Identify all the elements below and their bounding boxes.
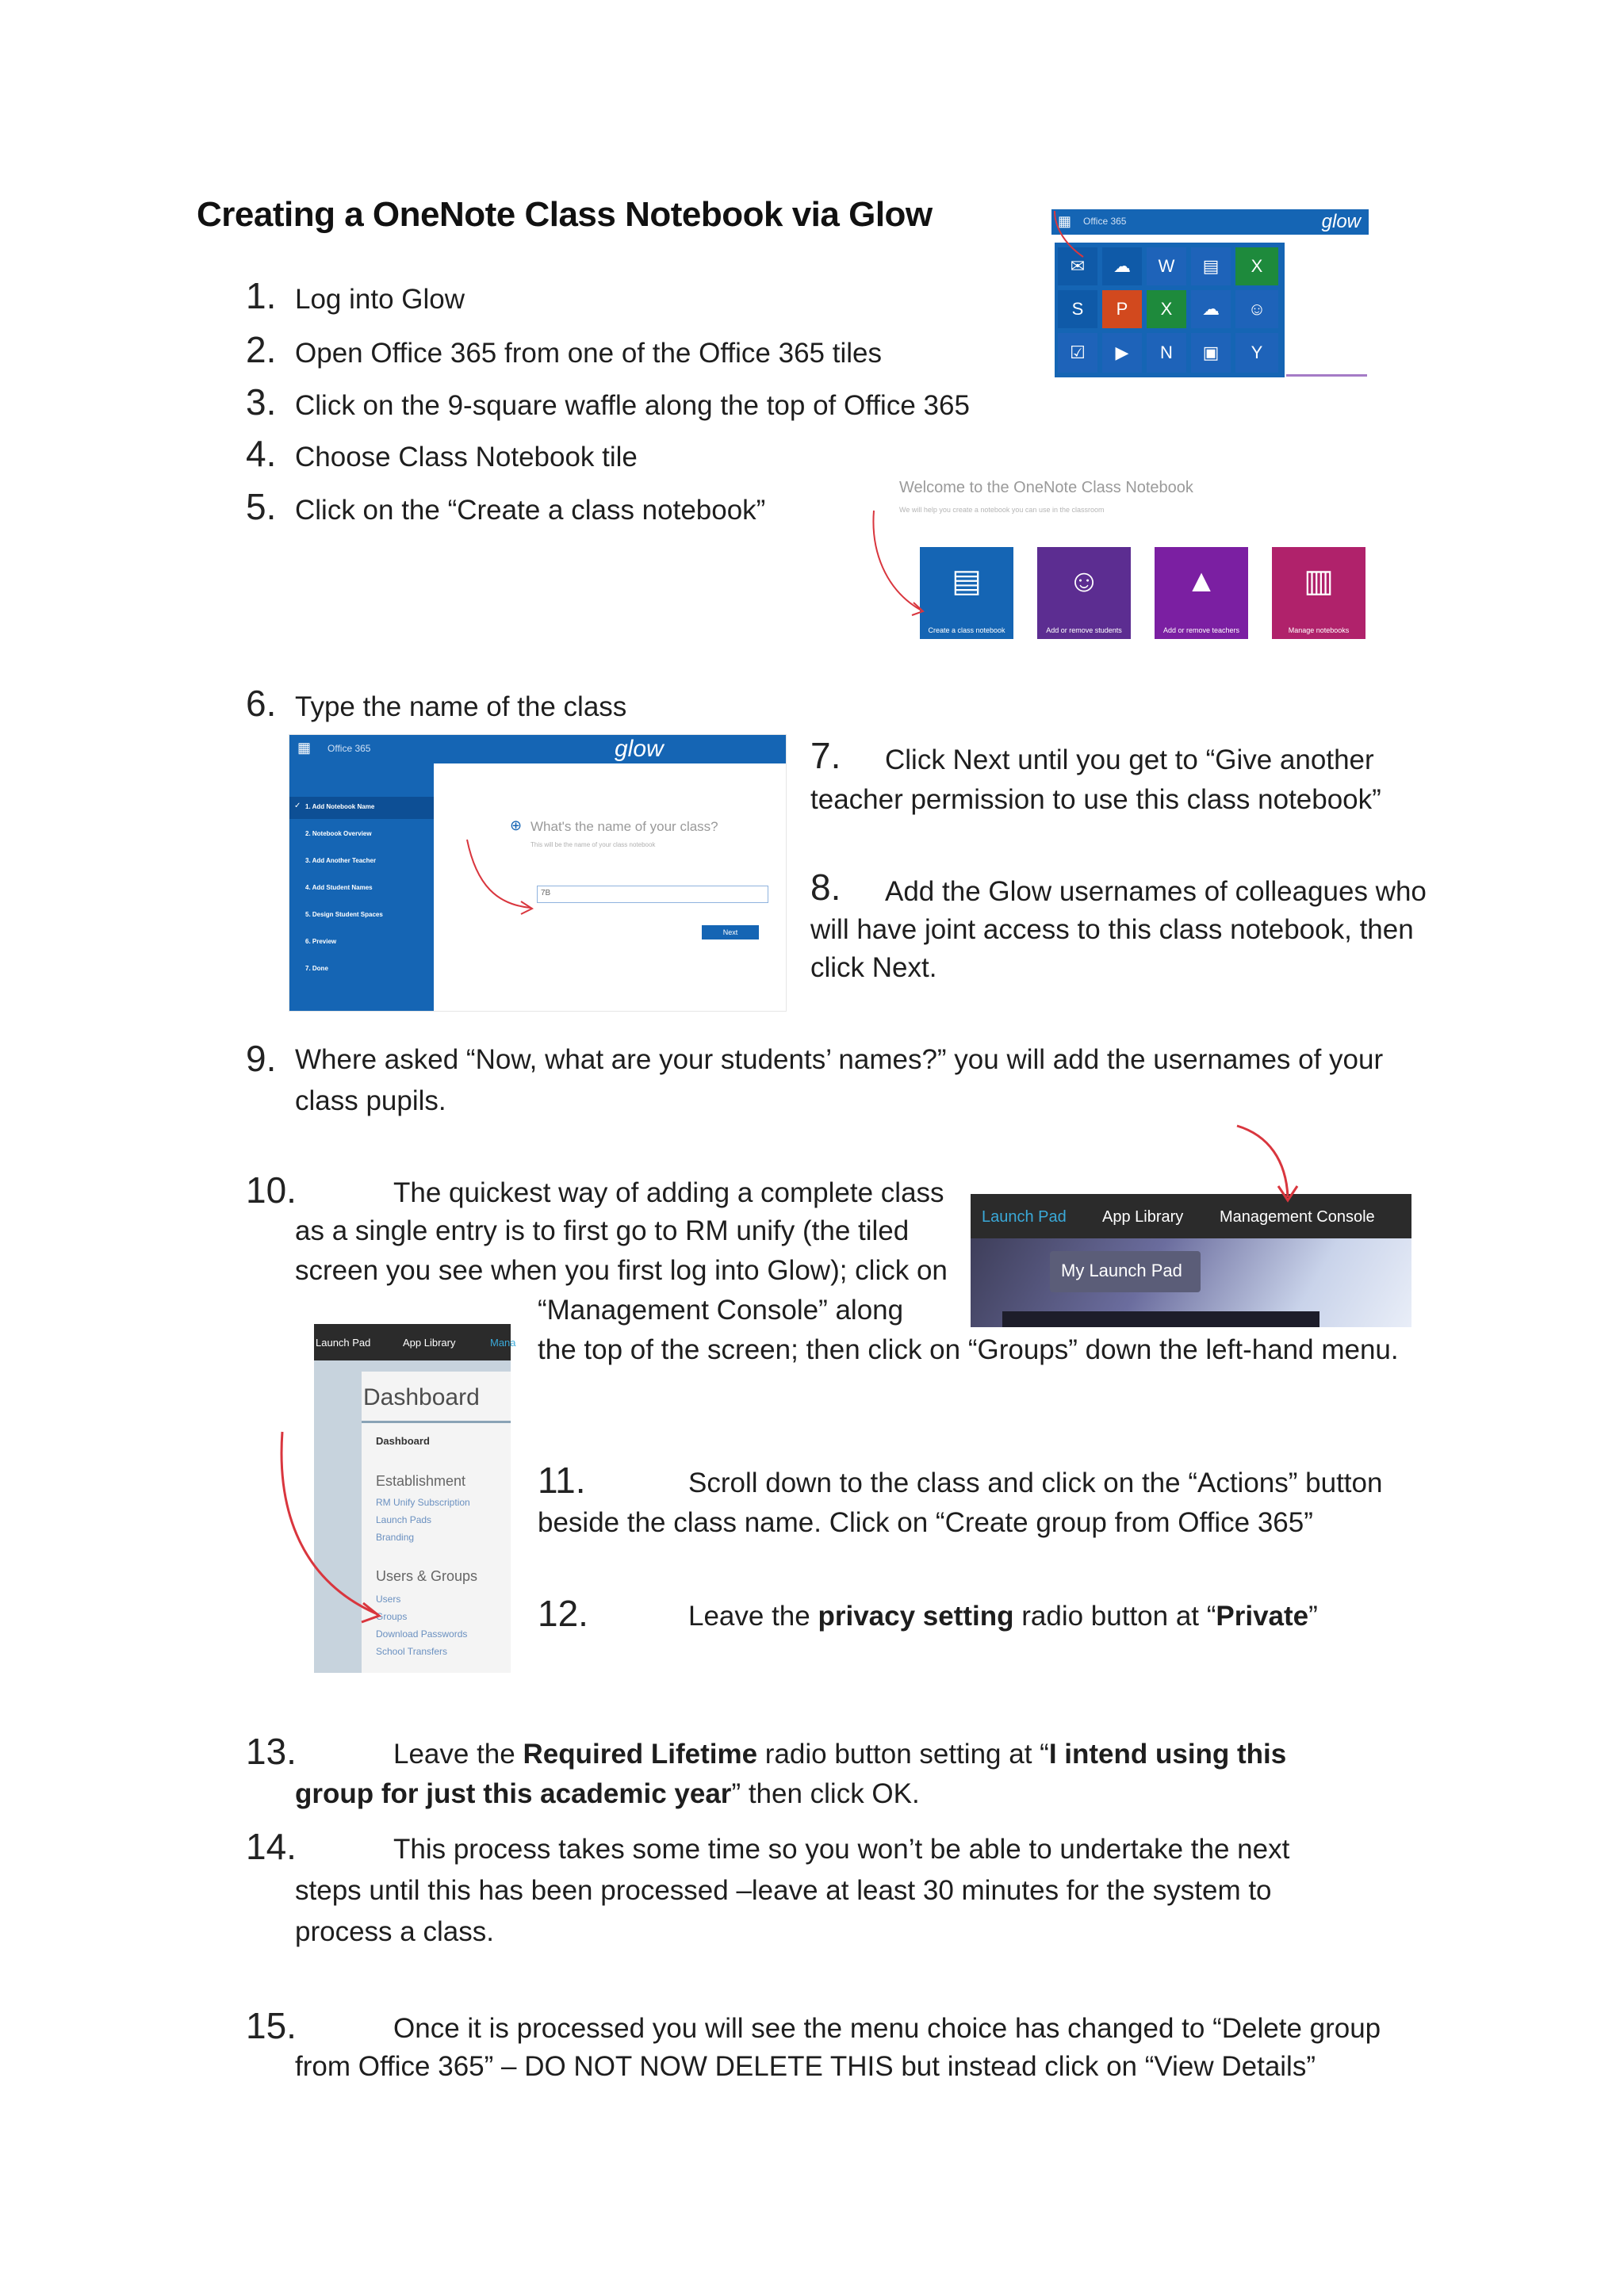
red-arrow [869,471,940,629]
sidebar-item-3[interactable]: 3. Add Another Teacher [305,857,377,864]
step-text-line: The quickest way of adding a complete class [393,1177,944,1208]
next-button-label: Next [722,928,738,936]
bold-text: I intend using this [1048,1739,1287,1770]
notebook-icon: ▤ [952,564,982,599]
step-2 [246,328,882,373]
step-number: 8. [810,867,841,908]
step-number: 3. [246,381,277,423]
step-text-line: Once it is processed you will see the menu choice has changed to “Delete group [393,2013,1381,2044]
tab-app-library[interactable]: App Library [403,1337,456,1349]
sidebar-item-2[interactable]: 2. Notebook Overview [305,830,372,837]
onenote-icon: N [1160,342,1173,362]
text-part: Leave the [688,1601,818,1632]
bold-text: privacy setting [818,1601,1014,1632]
people-icon: ☺ [1247,299,1266,319]
step-text-line: Where asked “Now, what are your students’ names?” you will add the usernames of your [295,1044,1384,1075]
step-text-line: Add the Glow usernames of colleagues who [885,876,1427,907]
rm-top-bar [971,1194,1411,1238]
word-icon: W [1158,256,1175,276]
red-arrow [1051,209,1115,273]
step-number: 15. [246,2005,297,2046]
step-number: 7. [810,735,841,776]
launch-pad-label: My Launch Pad [1061,1261,1182,1280]
step-number: 14. [246,1826,297,1867]
step-text-line: as a single entry is to first go to RM unify (the tiled [295,1215,910,1246]
text-part: ” [1308,1601,1318,1632]
tile-excel-2[interactable] [1147,290,1186,328]
rm-bottom-strip [1002,1311,1320,1327]
red-arrow [270,1427,396,1633]
yammer-icon: Y [1251,342,1263,362]
bold-text: Private [1216,1601,1309,1632]
notebook-wizard-screenshot [289,734,787,1012]
step-3 [246,381,970,426]
step-5 [246,485,765,530]
sidebar-item-4[interactable]: 4. Add Student Names [305,884,373,891]
step-text: Log into Glow [295,284,465,315]
step-6 [246,682,626,727]
step-text-line: Scroll down to the class and click on the “Actions” button [688,1468,1383,1498]
menu-launch-pads[interactable]: Launch Pads [376,1514,432,1525]
calendar-icon: ▤ [1202,256,1220,276]
step-text: Click on the “Create a class notebook” [295,495,766,526]
tile-video[interactable] [1102,333,1142,373]
menu-download-passwords[interactable]: Download Passwords [376,1628,468,1640]
o365-bar-title: Office 365 [1083,216,1127,227]
step-text-line: click Next. [810,952,937,983]
step-text-line: Click Next until you get to “Give another [885,744,1374,775]
text-part: Leave the [393,1739,523,1770]
mail-icon: ✉ [1070,256,1086,276]
step-number: 9. [246,1038,277,1079]
tile-onenote[interactable] [1147,333,1186,373]
powerpoint-icon: P [1116,299,1128,319]
wizard-question: What's the name of your class? [530,819,718,834]
tab-launch-pad[interactable]: Launch Pad [982,1208,1067,1226]
step-number: 13. [246,1731,297,1772]
step-text-line [295,1774,920,1814]
add-students-tile[interactable] [1037,547,1131,639]
wizard-hint: This will be the name of your class notebook [530,841,656,848]
tile-powerpoint[interactable] [1102,290,1142,328]
tile-label: Add or remove teachers [1162,626,1240,634]
step-number: 1. [246,275,277,316]
info-icon: ⊕ [510,817,523,833]
dash-divider [362,1421,511,1423]
add-teachers-tile[interactable] [1155,547,1248,639]
check-icon: ✓ [294,802,301,810]
step-text-line: teacher permission to use this class notebook” [810,784,1381,815]
bold-text: Required Lifetime [523,1739,758,1770]
my-launch-pad-button[interactable] [1050,1251,1201,1292]
step-number: 4. [246,433,277,474]
rm-unify-screenshot [971,1194,1411,1327]
manage-notebooks-tile[interactable] [1272,547,1365,639]
text-part: radio button at “ [1013,1601,1216,1632]
text-part: ” then click OK. [731,1778,920,1809]
excel-icon: X [1251,256,1263,276]
menu-users[interactable]: Users [376,1594,401,1605]
glow-logo: glow [615,736,664,762]
step-4 [246,432,638,477]
sidebar-item-6[interactable]: 6. Preview [305,938,337,945]
step-text-line: screen you see when you first log into Glow); click on [295,1255,948,1286]
step-text: Choose Class Notebook tile [295,442,638,473]
step-text-line: the top of the screen; then click on “Groups” down the left-hand menu. [538,1334,1399,1365]
person-icon: ☺ [1067,563,1101,599]
video-icon: ▶ [1115,342,1129,362]
tile-tasks[interactable] [1058,333,1097,373]
step-number: 6. [246,683,277,724]
tile-sway[interactable] [1058,290,1097,328]
dash-heading: Dashboard [363,1384,480,1410]
step-text-line: steps until this has been processed –leave at least 30 minutes for the system to [295,1875,1272,1906]
tab-launch-pad[interactable]: Launch Pad [316,1337,371,1349]
waffle-icon: ▦ [1058,213,1072,229]
tab-management[interactable]: Mana [490,1337,516,1349]
page-title: Creating a OneNote Class Notebook via Glow [197,195,933,234]
sway-icon: S [1071,299,1084,319]
red-arrow [289,735,786,1011]
wizard-bar-title: Office 365 [327,743,371,754]
menu-dashboard[interactable]: Dashboard [376,1435,430,1447]
step-text [688,1597,1318,1636]
excel-icon: X [1160,299,1173,319]
tab-app-library[interactable]: App Library [1102,1208,1184,1226]
step-text-line [393,1735,1286,1774]
dash-top-bar [314,1324,516,1360]
menu-branding[interactable]: Branding [376,1532,415,1543]
tile-grid-divider [1286,374,1367,377]
cloud-icon: ☁ [1113,256,1131,276]
step-text-line: This process takes some time so you won’t be able to undertake the next [393,1834,1290,1865]
tile-people[interactable] [1235,290,1278,328]
classnb-subtitle: We will help you create a notebook you can use in the classroom [899,506,1105,514]
step-text-line: will have joint access to this class notebook, then [810,914,1414,945]
glow-logo: glow [1321,211,1361,232]
classnb-title: Welcome to the OneNote Class Notebook [899,479,1193,496]
step-text-line: “Management Console” along [538,1295,904,1326]
menu-school-transfers[interactable]: School Transfers [376,1646,448,1657]
step-text: Type the name of the class [295,691,627,722]
sidebar-item-5[interactable]: 5. Design Student Spaces [305,911,383,918]
tile-label: Manage notebooks [1288,626,1350,634]
tile-calendar[interactable] [1191,247,1231,285]
menu-users-groups[interactable]: Users & Groups [376,1568,478,1584]
text-part: radio button setting at “ [757,1739,1049,1770]
waffle-icon: ▦ [297,740,312,756]
cloud-icon: ☁ [1202,299,1220,319]
step-text-line: process a class. [295,1916,494,1947]
checkbox-icon: ☑ [1070,342,1086,362]
office365-tiles-screenshot [1051,209,1369,381]
step-text: Click on the 9-square waffle along the top of Office 365 [295,390,970,421]
menu-subscription[interactable]: RM Unify Subscription [376,1497,470,1508]
red-arrow [1221,1121,1316,1208]
step-1 [246,274,465,320]
step-text-line: from Office 365” – DO NOT NOW DELETE THIS but instead click on “View Details” [295,2051,1316,2082]
step-number: 5. [246,486,277,527]
sidebar-item-7[interactable]: 7. Done [305,965,328,972]
class-notebook-screenshot [869,471,1381,647]
step-number: 12. [538,1593,588,1634]
tile-yammer[interactable] [1235,333,1278,373]
step-text-line: class pupils. [295,1085,446,1116]
notebook-icon: ▣ [1202,342,1220,362]
bold-text: group for just this academic year [295,1778,732,1809]
step-text: Open Office 365 from one of the Office 365 tiles [295,338,882,369]
sidebar-item-label: 1. Add Notebook Name [305,803,375,810]
step-number: 2. [246,329,277,370]
tab-management-console[interactable]: Management Console [1220,1208,1375,1226]
step-number: 11. [538,1460,586,1501]
tile-excel[interactable] [1235,247,1278,285]
tile-cloud[interactable] [1191,290,1231,328]
menu-groups[interactable]: Groups [376,1611,408,1622]
step-text-line: beside the class name. Click on “Create group from Office 365” [538,1507,1313,1538]
tile-label: Create a class notebook [928,626,1005,634]
input-value: 7B [541,889,551,897]
step-number: 10. [246,1169,297,1211]
tile-label: Add or remove students [1046,626,1122,634]
menu-establishment[interactable]: Establishment [376,1473,466,1489]
graduation-cap-icon: ▲ [1185,563,1217,599]
books-icon: ▥ [1304,564,1334,599]
tile-class-notebook[interactable] [1191,333,1231,373]
tile-word[interactable] [1147,247,1186,285]
